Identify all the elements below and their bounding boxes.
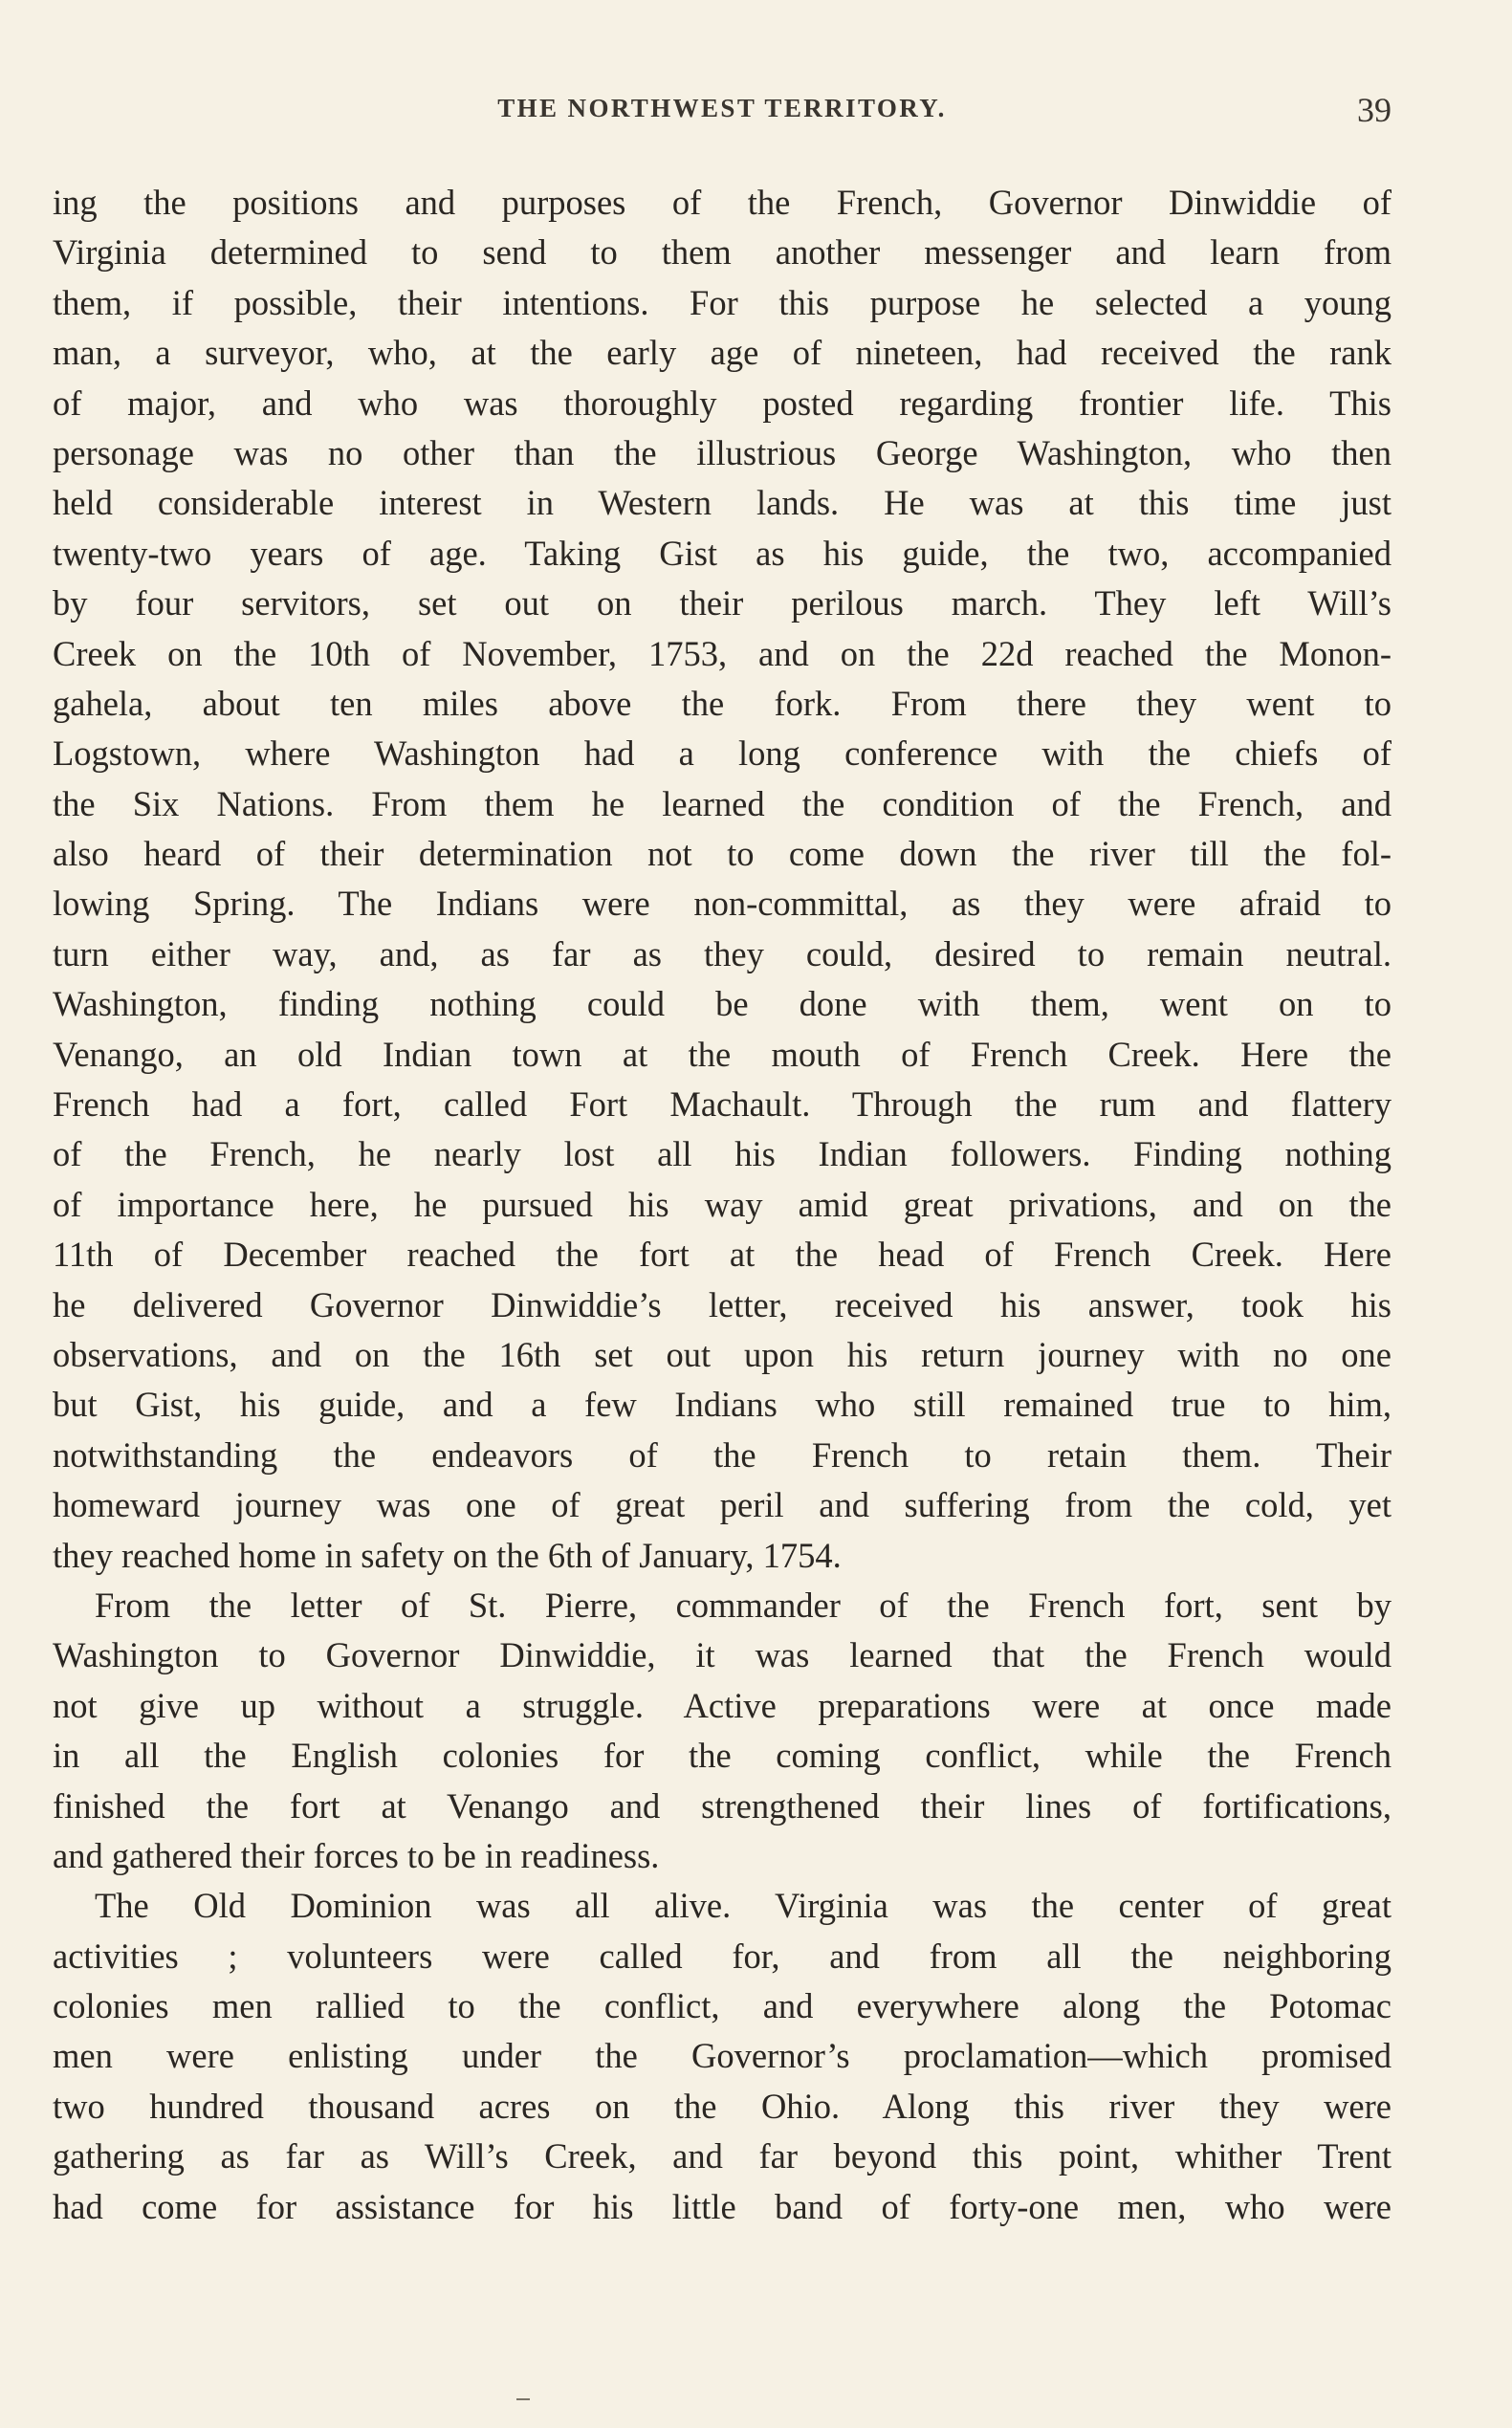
text-line: French had a fort, called Fort Machault. Through the rum and flattery — [53, 1084, 1391, 1125]
text-line: twenty-two years of age. Taking Gist as his guide, the two, accompanied — [53, 533, 1391, 573]
footer-dash — [516, 2398, 530, 2400]
page-number: 39 — [1357, 91, 1391, 129]
text-line: turn either way, and, as far as they could, desired to remain neutral. — [53, 933, 1391, 973]
text-line: gathering as far as Will’s Creek, and far beyond this point, whither Trent — [53, 2136, 1391, 2176]
running-title: THE NORTHWEST TERRITORY. — [497, 94, 947, 122]
text-line: had come for assistance for his little band of forty-one men, who were — [53, 2186, 1391, 2226]
text-line: The Old Dominion was all alive. Virginia was the center of great — [95, 1886, 1391, 1926]
text-line: homeward journey was one of great peril and suffering from the cold, yet — [53, 1485, 1391, 1525]
text-line: Venango, an old Indian town at the mouth of French Creek. Here the — [53, 1034, 1391, 1074]
text-line: held considerable interest in Western lands. He was at this time just — [53, 483, 1391, 523]
text-line: finished the fort at Venango and strengthened their lines of fortifications, — [53, 1785, 1391, 1826]
text-line: 11th of December reached the fort at the head of French Creek. Here — [53, 1235, 1391, 1275]
text-line: not give up without a struggle. Active preparations were at once made — [53, 1685, 1391, 1725]
text-line: they reached home in safety on the 6th of January, 1754. — [53, 1535, 842, 1575]
text-line: of importance here, he pursued his way amid great privations, and on the — [53, 1184, 1391, 1224]
text-line: of the French, he nearly lost all his Indian followers. Finding nothing — [53, 1134, 1391, 1174]
text-line: he delivered Governor Dinwiddie’s letter, received his answer, took his — [53, 1284, 1391, 1324]
text-line: activities ; volunteers were called for, and from all the neighboring — [53, 1936, 1391, 1976]
running-head — [53, 91, 1391, 136]
text-line: observations, and on the 16th set out upon his return journey with no one — [53, 1334, 1391, 1374]
paragraph-2 — [53, 1581, 1391, 1881]
paragraph-1 — [53, 178, 1391, 1581]
text-line: also heard of their determination not to come down the river till the fol- — [53, 834, 1391, 874]
text-line: but Gist, his guide, and a few Indians who still remained true to him, — [53, 1385, 1391, 1425]
text-line: Washington to Governor Dinwiddie, it was learned that the French would — [53, 1635, 1391, 1675]
paragraph-3 — [53, 1881, 1391, 2232]
text-line: notwithstanding the endeavors of the French to retain them. Their — [53, 1434, 1391, 1475]
text-line: Logstown, where Washington had a long conference with the chiefs of — [53, 733, 1391, 774]
text-line: by four servitors, set out on their perilous march. They left Will’s — [53, 583, 1391, 623]
text-line: colonies men rallied to the conflict, and everywhere along the Potomac — [53, 1986, 1391, 2026]
body-text — [53, 178, 1391, 2232]
text-line: two hundred thousand acres on the Ohio. Along this river they were — [53, 2086, 1391, 2126]
text-line: in all the English colonies for the coming conflict, while the French — [53, 1736, 1391, 1776]
text-line: lowing Spring. The Indians were non-committal, as they were afraid to — [53, 884, 1391, 924]
text-line: the Six Nations. From them he learned the condition of the French, and — [53, 783, 1391, 823]
text-line: gahela, about ten miles above the fork. From there they went to — [53, 683, 1391, 723]
text-line: ing the positions and purposes of the French, Governor Dinwiddie of — [53, 183, 1391, 222]
text-line: them, if possible, their intentions. For this purpose he selected a young — [53, 282, 1391, 322]
text-line: man, a surveyor, who, at the early age of nineteen, had received the rank — [53, 333, 1391, 373]
text-line: of major, and who was thoroughly posted regarding frontier life. This — [53, 383, 1391, 423]
text-line: Virginia determined to send to them another messenger and learn from — [53, 232, 1391, 273]
text-line: Creek on the 10th of November, 1753, and on the 22d reached the Monon- — [53, 633, 1391, 673]
text-line: Washington, finding nothing could be done with them, went on to — [53, 984, 1391, 1024]
text-line: and gathered their forces to be in readiness. — [53, 1835, 660, 1875]
text-line: personage was no other than the illustrious George Washington, who then — [53, 432, 1391, 472]
text-line: From the letter of St. Pierre, commander of the French fort, sent by — [95, 1585, 1391, 1625]
text-line: men were enlisting under the Governor’s proclamation—which promised — [53, 2036, 1391, 2076]
